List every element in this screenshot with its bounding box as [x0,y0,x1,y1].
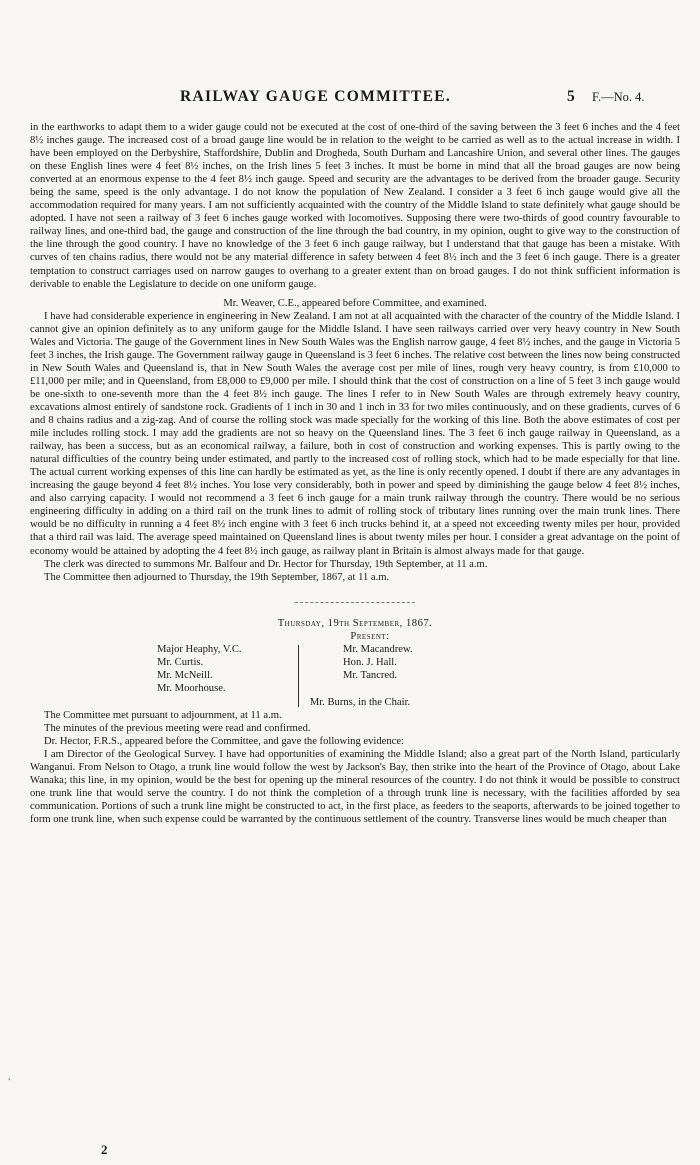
paragraph-weaver-evidence: I have had considerable experience in engineering in New Zealand. I am not at all acquainted with the character of the country of the Middle Island. I cannot give an opinion definitely as to any uniform gauge for the Middle Island. I have seen railways carried over very heavy country in New South Wales and Victoria. The gauge of the Government lines in New South Wales was the English narrow gauge, 4 feet 8½ inches, and the gauge in Victoria 5 feet 3 inches, the Irish gauge. The Government railway gauge in Queensland is 3 feet 6 inches. The relative cost between the lines now being constructed in New South Wales and Queensland is, that in New South Wales the average cost per mile of lines, rough very heavy country, is from £10,000 to £11,000 per mile; and in Queensland, from £8,000 to £9,000 per mile. I should think that the cost of construction on a line of 5 feet 3 inch gauge would be one-sixth to one-seventh more than the 4 feet 8½ inch gauge. The lines I refer to in New South Wales are through extremely heavy country, excavations almost entirely of sandstone rock. Gradients of 1 inch in 30 and 1 inch in 33 for two miles continuously, and on these gradients, curves of 6 and 8 chains radius and a zig-zag. And of course the rolling stock was made specially for the working of this line. Both the above estimates of cost per mile includes rolling stock. I may add the gradients are not so heavy on the Queensland lines. The 3 feet 6 inch gauge railway in Queensland, as a railway, has been a success, but as an economical railway, a failure, both in cost of construction and working expenses. This is partly owing to the natural difficulties of the country being under estimated, and partly to the increased cost of rolling stock, which had to be made especially for that line. The actual current working expenses of this line can hardly be estimated as yet, as the line is only recently opened. I doubt if there are any advantages in increasing the gauge beyond 4 feet 8½ inches. You lose very considerably, both in power and speed by diminishing the gauge below 4 feet 8½ inches, and also carrying capacity. I would not recommend a 3 feet 6 inch gauge for a main trunk railway through the country. There would be no serious engineering difficulty in adding on a third rail on the trunk lines to admit of rolling stock of tributary lines running over the main trunk lines. There would be no difficulty in running a 4 feet 8½ inch engine with 3 feet 6 inch trucks behind it, at a speed not exceeding twenty miles per hour, provided that a third rail was laid. The average speed maintained on Queensland lines is about twenty miles per hour. I consider a great advantage on the point of economy would be attained by adopting the 4 feet 8½ inch gauge, as railway plant in Britain is almost always made for that gauge. [30,310,680,557]
attendance-divider [298,645,299,707]
section-divider [295,602,415,603]
running-header [0,88,700,108]
witness-heading-weaver: Mr. Weaver, C.E., appeared before Committee, and examined. [223,297,487,309]
member-name: Mr. McNeill. [157,669,213,681]
attendance-left-column [157,643,242,695]
paragraph-continued: in the earthworks to adapt them to a wider gauge could not be executed at the cost of one-third of the saving between the 3 feet 6 inches and the 4 feet 8½ inches gauge. The increased cost of a broad gauge line would be in relation to the weight to be carried as well as to the actual increase in width. I have been employed on the Derbyshire, Staffordshire, Dublin and Drogheda, South Durham and Lancashire Union, and several other lines. The gauges on these English lines were 4 feet 8½ inches, on the Irish lines 5 feet 3 inches. It must be borne in mind that all the broad gauges are now being converted at an enormous expense to the 4 feet 8½ inch gauge. Speed and security are the advantages to be derived from the broader gauge. Security being the same, speed is the only advantage. I do not know the population of New Zealand. I consider a 3 feet 6 inch gauge would give all the accommodation required for many years. I am not sufficiently acquainted with the country of the Middle Island to state definitely what gauge should be adopted. I have not seen a railway of 3 feet 6 inches gauge worked with locomotives. Supposing there were two-thirds of good country favourable to railway lines, and one-third bad, the gauge and construction of the line through the bad country, in my opinion, ought to give way to the construction of the line through the good country. I have no knowledge of the 3 feet 6 inch gauge railway, but I understand that that gauge has been a mistake. With curves of ten chains radius, there would not be any material difference in safety between 4 feet 8½ inch and the 3 feet 6 inch gauge. There is a greater temptation to construct carriages used on narrow gauges to overhang to a greater extent than on broad gauges. I do not think sufficient information is derivable to enable the Legislature to decide on one uniform gauge. [30,122,680,290]
member-name: Hon. J. Hall. [343,656,397,668]
paragraph-minutes: The minutes of the previous meeting were read and confirmed. [44,722,311,734]
meeting-date: Thursday, 19th September, 1867. [277,617,433,629]
page-number: 5 [567,88,575,105]
paragraph-hector-evidence: I am Director of the Geological Survey. I have had opportunities of examining the Middle Island; also a great part of the North Island, particularly Wanganui. From Nelson to Otago, a trunk line would follow the west by Jackson's Bay, then strike into the heart of the Province of Otago, about Lake Wanaka; this line, in my opinion, would be the best for opening up the mineral resources of the country. I do not think it would be possible to construct one trunk line that would serve the country. I do not think the completion of a through trunk line is necessary, with the facilities afforded by sea communication. Portions of such a trunk line might be constructed to act, in the first place, as feeders to the seaports, afterwards to be joined together to form one trunk line, when such expense could be warranted by the continuous settlement of the country. Transverse lines would be much cheaper than [30,748,680,826]
attendance-list [30,643,680,709]
paragraph-met: The Committee met pursuant to adjournment, at 11 a.m. [44,709,282,721]
member-name: Major Heaphy, V.C. [157,643,242,655]
member-name: Mr. Curtis. [157,656,204,668]
attendance-right-column [343,643,413,682]
member-name: Mr. Macandrew. [343,643,413,655]
present-heading: Present: [350,630,390,642]
chair-line: Mr. Burns, in the Chair. [309,696,411,708]
sheet-signature: 2 [101,1142,108,1157]
document-body [30,121,680,826]
document-reference: F.—No. 4. [592,90,645,104]
margin-mark: ‵ [8,1078,11,1089]
member-name: Mr. Tancred. [343,669,398,681]
member-name: Mr. Moorhouse. [157,682,226,694]
paragraph-adjourned: The Committee then adjourned to Thursday, the 19th September, 1867, at 11 a.m. [44,571,390,583]
running-title: RAILWAY GAUGE COMMITTEE. [180,88,452,105]
paragraph-clerk-directed: The clerk was directed to summons Mr. Balfour and Dr. Hector for Thursday, 19th September, at 11 a.m. [44,558,488,570]
paragraph-hector-appeared: Dr. Hector, F.R.S., appeared before the Committee, and gave the following evidence: [44,735,404,747]
